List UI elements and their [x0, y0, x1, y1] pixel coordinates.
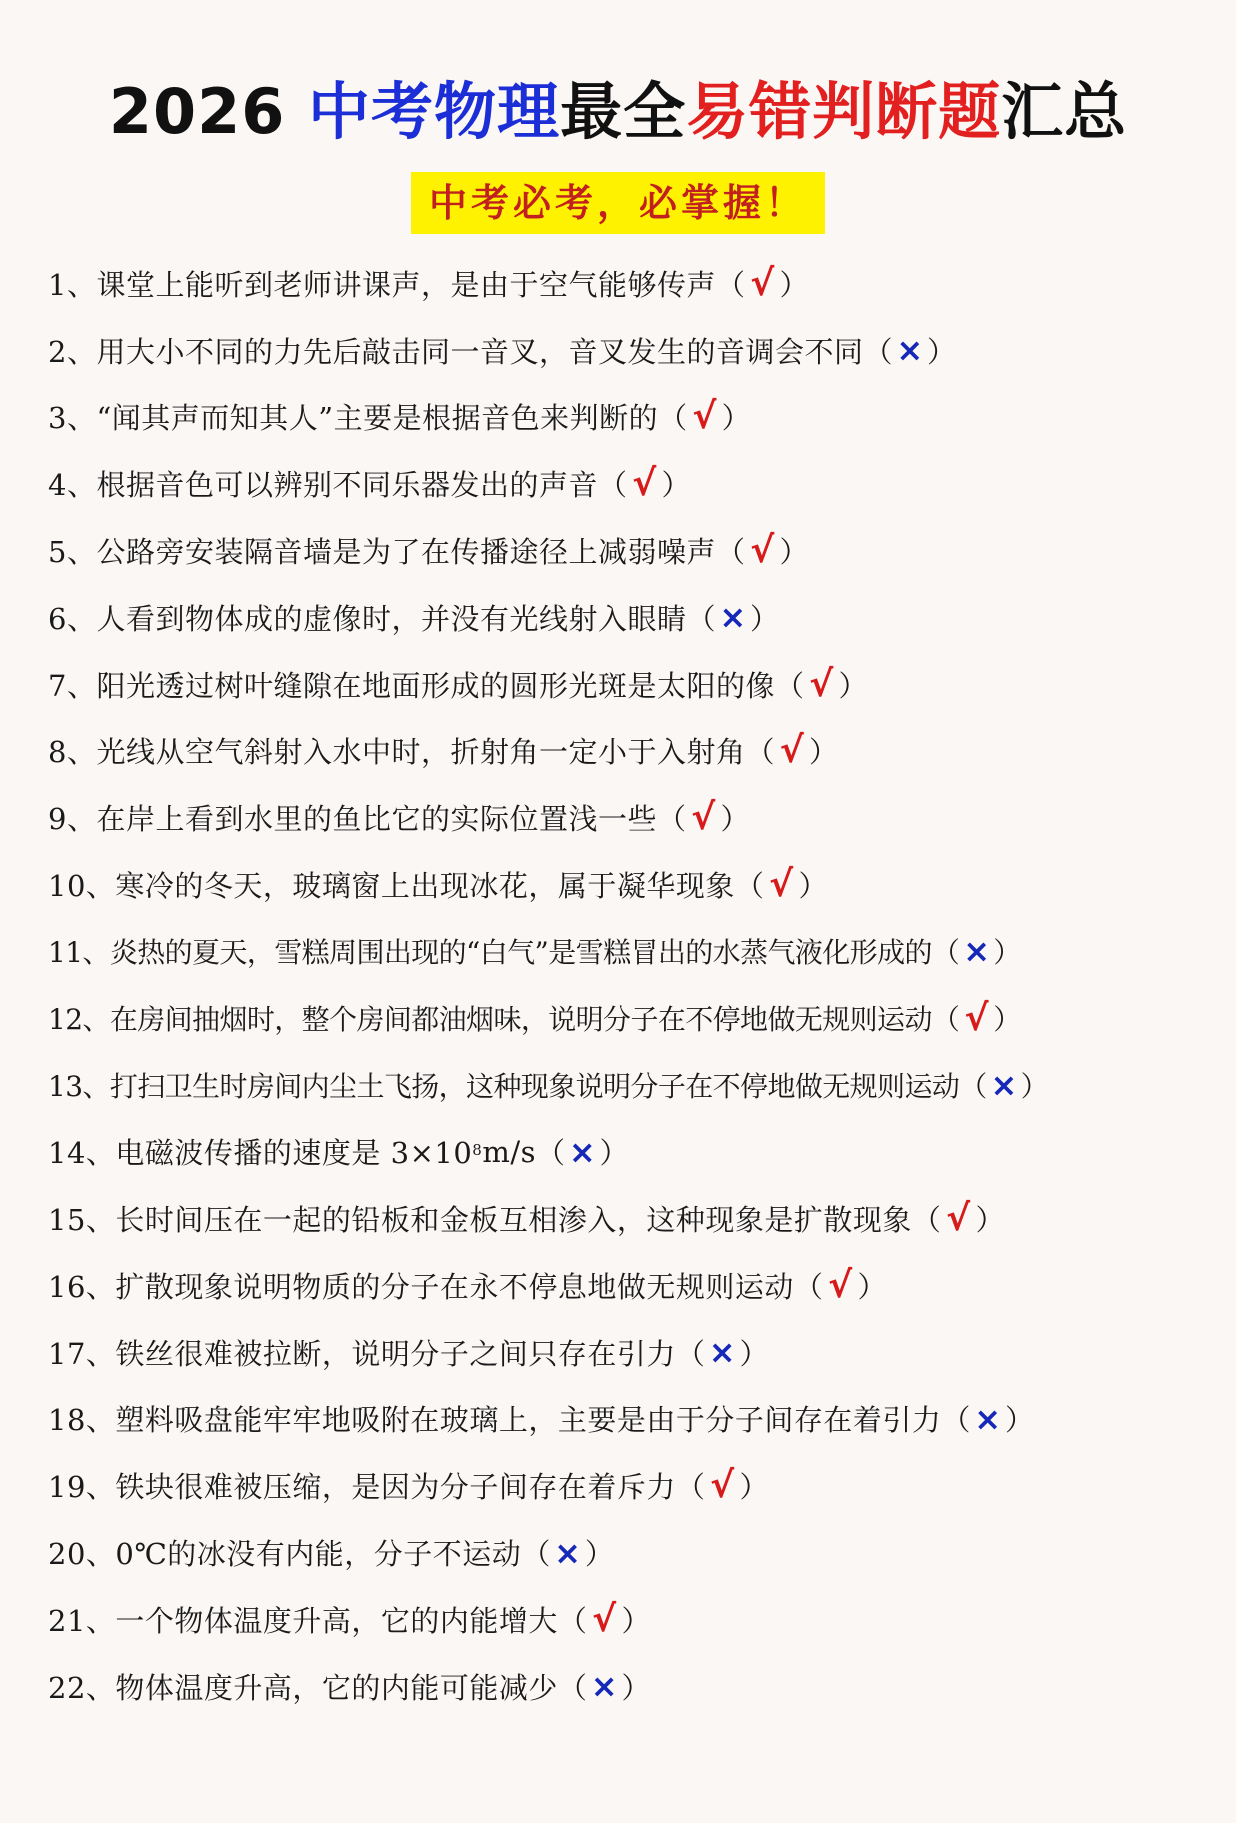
- title-year: 2026: [108, 75, 309, 148]
- question-text: 0℃的冰没有内能，分子不运动: [115, 1537, 522, 1572]
- answer-open-paren: （: [597, 468, 628, 503]
- answer-open-paren: （: [734, 869, 765, 904]
- check-mark-icon: √: [592, 1598, 617, 1640]
- page-title: [0, 70, 1236, 154]
- question-item: [48, 1386, 1228, 1453]
- answer-open-paren: （: [656, 802, 687, 837]
- question-text: 铁丝很难被拉断，说明分子之间只存在引力: [115, 1336, 676, 1371]
- check-mark-icon: √: [769, 864, 794, 906]
- check-mark-icon: √: [964, 997, 988, 1039]
- question-number: 7、: [48, 668, 97, 703]
- question-number: 10、: [48, 869, 116, 904]
- answer-open-paren: （: [557, 1603, 588, 1638]
- answer-close-paren: ）: [779, 535, 809, 570]
- question-number: 2、: [48, 334, 97, 369]
- question-item: [48, 1118, 1228, 1185]
- answer-close-paren: ）: [739, 1336, 769, 1371]
- answer-open-paren: （: [715, 267, 746, 302]
- cross-mark-icon: ×: [990, 1065, 1017, 1104]
- answer-open-paren: （: [793, 1269, 824, 1304]
- answer-close-paren: ）: [808, 735, 839, 770]
- question-text: 炎热的夏天，雪糕周围出现的“白气”是雪糕冒出的水蒸气液化形成的: [109, 936, 932, 970]
- question-number: 20、: [48, 1537, 116, 1572]
- question-text: 长时间压在一起的铅板和金板互相渗入，这种现象是扩散现象: [115, 1203, 912, 1238]
- answer-close-paren: ）: [838, 668, 868, 703]
- answer-close-paren: ）: [749, 601, 780, 636]
- answer-close-paren: ）: [584, 1537, 615, 1572]
- answer-open-paren: （: [675, 1470, 706, 1505]
- question-item: [48, 1252, 1228, 1319]
- answer-open-paren: （: [774, 668, 805, 703]
- answer-close-paren: ）: [661, 468, 691, 503]
- question-item: [48, 517, 1228, 584]
- answer-open-paren: （: [675, 1336, 706, 1371]
- question-item: [48, 651, 1228, 718]
- question-number: 13、: [48, 1069, 110, 1103]
- question-text: “闻其声而知其人”主要是根据音色来判断的: [96, 401, 659, 436]
- answer-close-paren: ）: [798, 869, 828, 904]
- answer-open-paren: （: [941, 1403, 971, 1438]
- answer-open-paren: （: [521, 1537, 551, 1572]
- check-mark-icon: √: [692, 396, 717, 438]
- answer-open-paren: （: [931, 936, 960, 970]
- question-item: [48, 851, 1228, 918]
- question-text: 人看到物体成的虚像时，并没有光线射入眼睛: [96, 601, 687, 636]
- cross-mark-icon: ×: [974, 1399, 1002, 1438]
- title-topic: 易错判断题: [686, 75, 1002, 148]
- question-exponent: 8: [472, 1140, 483, 1159]
- check-mark-icon: √: [750, 530, 775, 572]
- question-number: 16、: [48, 1269, 116, 1304]
- question-number: 1、: [48, 267, 97, 302]
- question-text: 根据音色可以辨别不同乐器发出的声音: [96, 468, 598, 503]
- question-item: [48, 317, 1228, 384]
- question-number: 15、: [48, 1203, 116, 1238]
- question-item: [48, 1052, 1228, 1119]
- check-mark-icon: √: [710, 1465, 735, 1507]
- question-list: [48, 250, 1228, 1720]
- check-mark-icon: √: [632, 463, 657, 505]
- question-item: [48, 918, 1228, 985]
- question-text: 用大小不同的力先后敲击同一音叉，音叉发生的音调会不同: [96, 334, 864, 369]
- answer-open-paren: （: [931, 1003, 960, 1037]
- answer-open-paren: （: [959, 1069, 987, 1103]
- question-text: 打扫卫生时房间内尘土飞扬，这种现象说明分子在不停地做无规则运动: [109, 1069, 960, 1103]
- question-item: [48, 985, 1228, 1052]
- question-number: 5、: [48, 535, 97, 570]
- answer-open-paren: （: [686, 601, 716, 636]
- question-unit: m/s: [482, 1134, 536, 1169]
- question-item: [48, 718, 1228, 785]
- question-item: [48, 250, 1228, 317]
- answer-open-paren: （: [745, 735, 775, 770]
- title-end: 汇总: [1001, 75, 1128, 148]
- answer-close-paren: ）: [721, 401, 752, 436]
- answer-close-paren: ）: [739, 1470, 769, 1505]
- question-text: 扩散现象说明物质的分子在永不停息地做无规则运动: [115, 1269, 794, 1304]
- question-item: [48, 384, 1228, 451]
- question-item: [48, 1452, 1228, 1519]
- cross-mark-icon: ×: [896, 331, 924, 370]
- answer-close-paren: ）: [993, 936, 1021, 970]
- question-text: 一个物体温度升高，它的内能增大: [115, 1603, 558, 1638]
- check-mark-icon: √: [828, 1264, 853, 1306]
- question-number: 14、: [48, 1136, 116, 1171]
- answer-open-paren: （: [557, 1670, 588, 1705]
- question-text: 在岸上看到水里的鱼比它的实际位置浅一些: [96, 802, 657, 837]
- question-text: 寒冷的冬天，玻璃窗上出现冰花，属于凝华现象: [115, 869, 735, 904]
- subtitle-banner: 中考必考，必掌握！: [411, 172, 825, 234]
- question-text: 电磁波传播的速度是 3×10: [115, 1136, 473, 1171]
- answer-close-paren: ）: [621, 1670, 651, 1705]
- question-number: 4、: [48, 468, 97, 503]
- cross-mark-icon: ×: [590, 1667, 619, 1706]
- question-number: 12、: [48, 1003, 110, 1037]
- question-text: 铁块很难被压缩，是因为分子间存在着斥力: [115, 1470, 676, 1505]
- check-mark-icon: √: [779, 730, 805, 772]
- question-number: 3、: [48, 401, 97, 436]
- question-number: 19、: [48, 1470, 116, 1505]
- question-number: 18、: [48, 1403, 116, 1438]
- check-mark-icon: √: [809, 663, 834, 705]
- subtitle-container: [0, 172, 1236, 234]
- question-item: [48, 1319, 1228, 1386]
- title-mid: 最全: [560, 75, 687, 148]
- question-number: 21、: [48, 1603, 116, 1638]
- check-mark-icon: √: [691, 797, 716, 839]
- question-item: [48, 450, 1228, 517]
- answer-close-paren: ）: [621, 1603, 651, 1638]
- cross-mark-icon: ×: [719, 598, 747, 637]
- question-number: 8、: [48, 735, 97, 770]
- question-item: [48, 784, 1228, 851]
- question-text: 课堂上能听到老师讲课声，是由于空气能够传声: [96, 267, 716, 302]
- answer-close-paren: ）: [720, 802, 750, 837]
- cross-mark-icon: ×: [963, 932, 990, 971]
- question-text: 塑料吸盘能牢牢地吸附在玻璃上，主要是由于分子间存在着引力: [115, 1403, 942, 1438]
- answer-open-paren: （: [658, 401, 688, 436]
- question-number: 9、: [48, 802, 97, 837]
- cross-mark-icon: ×: [568, 1132, 597, 1171]
- answer-open-paren: （: [911, 1203, 942, 1238]
- cross-mark-icon: ×: [554, 1533, 582, 1572]
- question-number: 6、: [48, 601, 97, 636]
- title-subject: 中考物理: [308, 75, 561, 148]
- question-text: 阳光透过树叶缝隙在地面形成的圆形光斑是太阳的像: [96, 668, 775, 703]
- answer-open-paren: （: [535, 1136, 566, 1171]
- check-mark-icon: √: [946, 1198, 971, 1240]
- question-item: [48, 1653, 1228, 1720]
- question-item: [48, 1586, 1228, 1653]
- check-mark-icon: √: [750, 262, 775, 304]
- answer-close-paren: ）: [975, 1203, 1005, 1238]
- answer-close-paren: ）: [599, 1136, 630, 1171]
- answer-close-paren: ）: [1004, 1403, 1035, 1438]
- question-item: [48, 1185, 1228, 1252]
- answer-close-paren: ）: [779, 267, 809, 302]
- answer-open-paren: （: [863, 334, 893, 369]
- question-text: 在房间抽烟时，整个房间都油烟味，说明分子在不停地做无规则运动: [109, 1003, 932, 1037]
- cross-mark-icon: ×: [708, 1333, 737, 1372]
- question-text: 物体温度升高，它的内能可能减少: [115, 1670, 558, 1705]
- question-text: 公路旁安装隔音墙是为了在传播途径上减弱噪声: [96, 535, 716, 570]
- answer-close-paren: ）: [857, 1269, 887, 1304]
- answer-close-paren: ）: [993, 1003, 1021, 1037]
- question-number: 17、: [48, 1336, 116, 1371]
- answer-close-paren: ）: [926, 334, 957, 369]
- question-item: [48, 1519, 1228, 1586]
- question-number: 11、: [48, 936, 110, 970]
- answer-open-paren: （: [715, 535, 746, 570]
- question-number: 22、: [48, 1670, 116, 1705]
- question-item: [48, 584, 1228, 651]
- question-text: 光线从空气斜射入水中时，折射角一定小于入射角: [96, 735, 746, 770]
- answer-close-paren: ）: [1020, 1069, 1049, 1103]
